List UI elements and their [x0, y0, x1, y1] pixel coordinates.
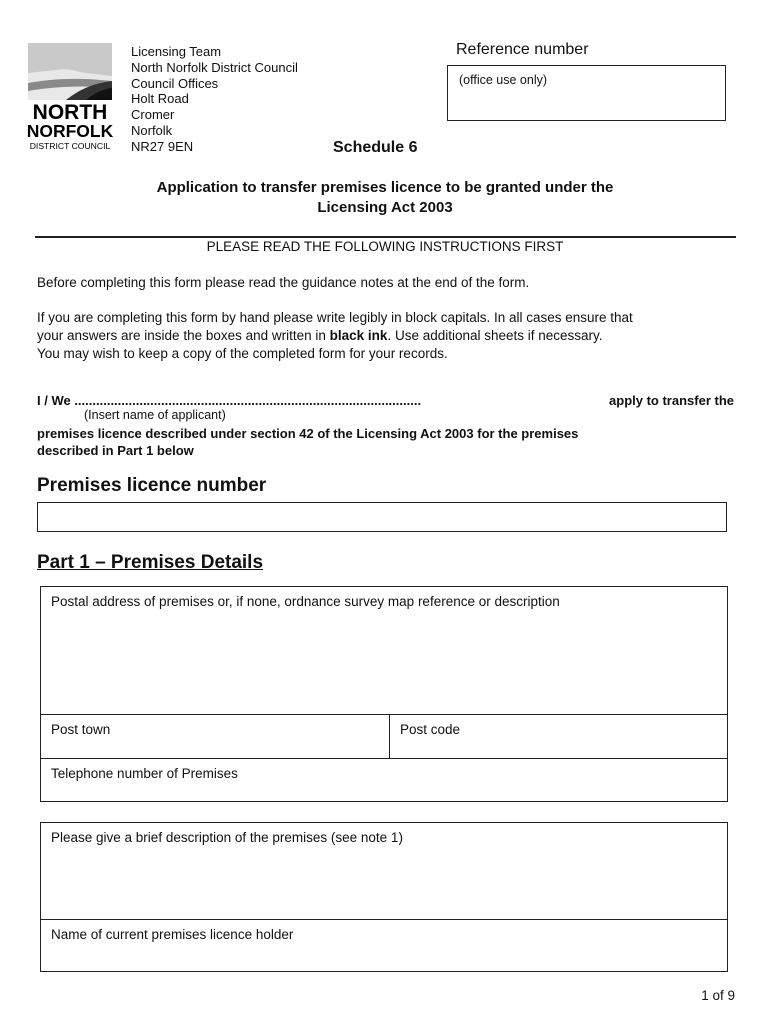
- address-line: Cromer: [131, 107, 175, 123]
- reference-number-label: Reference number: [456, 41, 589, 58]
- logo-district-council: DISTRICT COUNCIL: [29, 141, 111, 151]
- premises-description-table: [40, 822, 728, 972]
- current-holder-label: Name of current premises licence holder: [51, 927, 294, 942]
- para2-text: your answers are inside the boxes and written in: [37, 328, 330, 343]
- para2-text: . Use additional sheets if necessary.: [387, 328, 603, 343]
- premises-licence-heading: Premises licence number: [37, 475, 267, 496]
- telephone-field[interactable]: [41, 759, 727, 801]
- para2-line2: [37, 327, 633, 345]
- applicant-statement: [37, 393, 734, 408]
- form-title-line2: Licensing Act 2003: [317, 199, 453, 216]
- instructions-para2: [37, 309, 633, 363]
- telephone-label: Telephone number of Premises: [51, 766, 238, 781]
- council-logo: [26, 43, 116, 153]
- instructions-heading: PLEASE READ THE FOLLOWING INSTRUCTIONS FIRST: [206, 239, 564, 254]
- divider: [35, 236, 736, 238]
- premises-details-table: [40, 586, 728, 802]
- part1-heading: Part 1 – Premises Details: [37, 552, 264, 573]
- reference-note: (office use only): [459, 73, 548, 87]
- current-holder-field[interactable]: [41, 920, 727, 971]
- insert-name-note: (Insert name of applicant): [84, 408, 226, 422]
- page-number: 1 of 9: [701, 988, 735, 1003]
- postal-address-field[interactable]: [41, 587, 727, 715]
- applicant-statement-trail: apply to transfer the: [609, 393, 734, 408]
- address-line: North Norfolk District Council: [131, 59, 298, 75]
- postal-address-label: Postal address of premises or, if none, ordnance survey map reference or description: [51, 594, 560, 609]
- form-title-line1: Application to transfer premises licence to be granted under the: [156, 179, 614, 196]
- address-line: Licensing Team: [131, 44, 222, 59]
- premises-description-label: Please give a brief description of the premises (see note 1): [51, 830, 403, 845]
- para2-line1: If you are completing this form by hand please write legibly in block capitals. In all cases ensure that: [37, 310, 633, 325]
- statement-line: described in Part 1 below: [37, 443, 194, 458]
- applicant-statement-body: [37, 425, 737, 459]
- instructions-para1: Before completing this form please read the guidance notes at the end of the form.: [37, 275, 530, 290]
- council-address: [131, 44, 298, 155]
- schedule-label: Schedule 6: [333, 139, 418, 156]
- address-line: Holt Road: [131, 91, 189, 107]
- form-title: [0, 178, 770, 218]
- logo-norfolk: NORFOLK: [26, 121, 114, 141]
- address-line: Norfolk: [131, 122, 173, 138]
- post-town-field[interactable]: [41, 715, 390, 759]
- black-ink-emphasis: black ink: [329, 328, 388, 343]
- applicant-name-line[interactable]: I / We ................................................................................................: [37, 393, 422, 408]
- address-line: Council Offices: [131, 75, 219, 91]
- logo-north: NORTH: [32, 101, 108, 124]
- post-code-label: Post code: [400, 722, 461, 737]
- statement-line: premises licence described under section 42 of the Licensing Act 2003 for the premises: [37, 426, 579, 441]
- premises-description-field[interactable]: [41, 823, 727, 920]
- reference-number-box: [447, 65, 726, 121]
- para2-line3: You may wish to keep a copy of the completed form for your records.: [37, 346, 448, 361]
- premises-licence-number-field[interactable]: [37, 502, 727, 532]
- post-code-field[interactable]: [390, 715, 727, 759]
- post-town-label: Post town: [51, 722, 111, 737]
- address-line: NR27 9EN: [131, 138, 194, 154]
